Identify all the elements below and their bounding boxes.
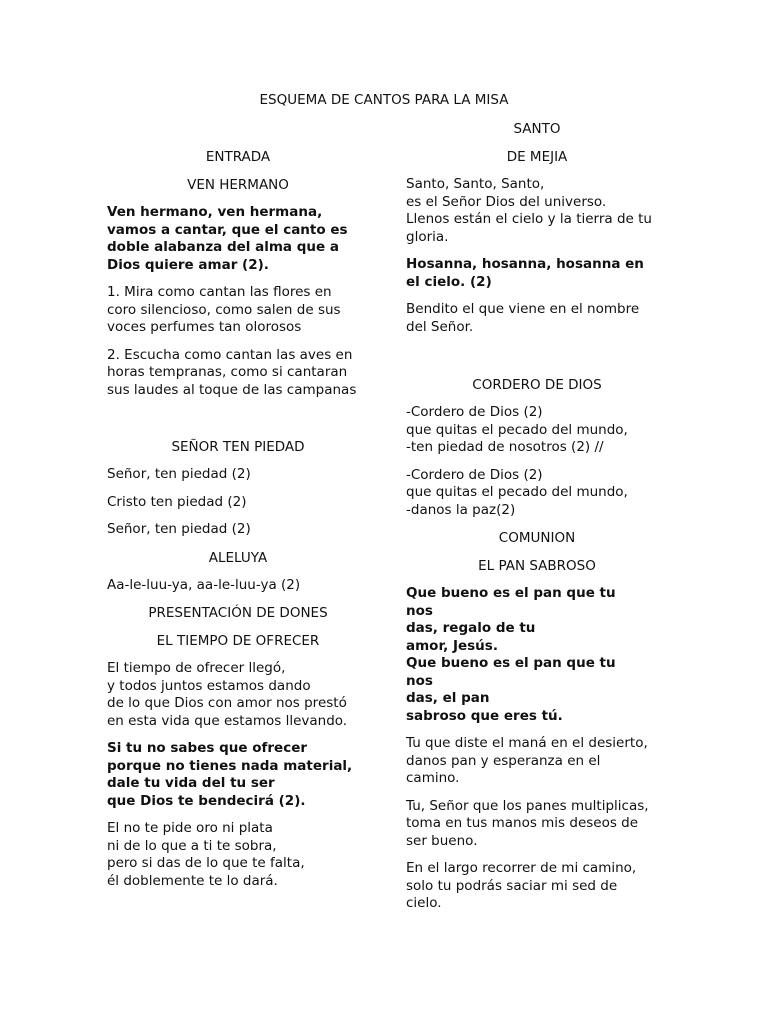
text-line: camino. [406, 770, 460, 786]
text-line: amor, Jesús. [406, 637, 498, 654]
santo-heading: SANTO [513, 121, 561, 137]
left-column [107, 148, 369, 900]
comunion-verse-3 [406, 860, 668, 913]
text-line: Que bueno es el pan que tu nos [406, 655, 616, 689]
text-line: sus laudes al toque de las campanas [107, 381, 357, 398]
text-line: Llenos están el cielo y la tierra de tu [406, 211, 652, 227]
text-line: 1. Mira como cantan las flores en [107, 284, 332, 300]
text-line: cielo. [406, 895, 442, 911]
document-title: ESQUEMA DE CANTOS PARA LA MISA [259, 92, 509, 108]
comunion-verse-1 [406, 735, 668, 788]
text-line: él doblemente te lo dará. [107, 872, 278, 889]
text-line: El no te pide oro ni plata [107, 820, 273, 836]
text-line: coro silencioso, como salen de sus [107, 301, 341, 318]
text-line: el cielo. (2) [406, 273, 492, 290]
kyrie-line-1: Señor, ten piedad (2) [107, 466, 251, 482]
text-line: En el largo recorrer de mi camino, [406, 860, 637, 876]
text-line: danos pan y esperanza en el [406, 752, 601, 769]
justified-line [406, 620, 642, 638]
text-line: Hosanna, hosanna, hosanna en [406, 256, 644, 272]
text-line: en esta vida que estamos llevando. [107, 712, 348, 729]
kyrie-line-3: Señor, ten piedad (2) [107, 521, 251, 537]
entrada-verse-1 [107, 284, 369, 337]
text-line: doble alabanza del alma que a [107, 239, 339, 255]
text-line: es el Señor Dios del universo. [406, 193, 607, 210]
presentacion-heading: PRESENTACIÓN DE DONES [148, 605, 328, 621]
right-column [406, 120, 668, 923]
text-line: horas tempranas, como si cantaran [107, 364, 348, 380]
text-line: gloria. [406, 228, 449, 245]
text-line: -ten piedad de nosotros (2) // [406, 439, 604, 455]
text-line: solo tu podrás saciar mi sed de [406, 877, 618, 894]
cordero-verse-1 [406, 404, 668, 457]
spacer [406, 346, 668, 376]
text-line: toma en tus manos mis deseos de [406, 815, 639, 831]
entrada-heading: ENTRADA [205, 149, 271, 165]
text-line: -danos la paz(2) [406, 501, 516, 518]
text-line: Tu, Señor que los panes multiplicas, [406, 797, 649, 814]
spacer [107, 409, 369, 438]
text-line: Santo, Santo, Santo, [406, 176, 545, 192]
aleluya-heading: ALELUYA [208, 549, 268, 566]
text-line: porque no tienes nada material, [107, 757, 353, 774]
santo-verse-1 [406, 176, 668, 246]
text-line: y todos juntos estamos dando [107, 677, 311, 694]
text-line: ni de lo que a ti te sobra, [107, 837, 277, 854]
presentacion-verse-1 [107, 660, 369, 730]
cordero-verse-2 [406, 467, 668, 520]
text-line: de lo que Dios con amor nos prestó [107, 695, 347, 711]
text-line: vamos a cantar, que el canto es [107, 221, 348, 238]
cordero-heading: CORDERO DE DIOS [472, 377, 602, 393]
text-line: -Cordero de Dios (2) [406, 404, 543, 420]
aleluya-line: Aa-le-luu-ya, aa-le-luu-ya (2) [107, 576, 301, 593]
senor-ten-piedad-heading: SEÑOR TEN PIEDAD [171, 439, 305, 455]
text-line: que quitas el pecado del mundo, [406, 421, 628, 438]
comunion-chorus [406, 585, 642, 725]
text-fragment: el pan [442, 690, 490, 706]
text-line: voces perfumes tan olorosos [107, 319, 302, 335]
comunion-heading: COMUNION [498, 530, 576, 546]
text-line: Bendito el que viene en el nombre [406, 301, 640, 317]
text-fragment: das, [406, 690, 438, 706]
entrada-chorus [107, 204, 369, 274]
comunion-song-title: EL PAN SABROSO [478, 558, 596, 574]
text-fragment: regalo de tu [442, 620, 536, 636]
text-line: Si tu no sabes que ofrecer [107, 740, 308, 756]
text-line: El tiempo de ofrecer llegó, [107, 660, 286, 676]
entrada-verse-2 [107, 347, 369, 400]
justified-line [406, 690, 642, 708]
text-line: que quitas el pecado del mundo, [406, 484, 628, 500]
text-line: sabroso que eres tú. [406, 707, 563, 724]
text-line: pero si das de lo que te falta, [107, 855, 305, 871]
santo-chorus [406, 256, 668, 291]
presentacion-chorus [107, 740, 369, 810]
santo-song-title: DE MEJIA [506, 149, 568, 165]
comunion-verse-2 [406, 798, 668, 851]
text-line: Tu que diste el maná en el desierto, [406, 735, 648, 751]
presentacion-verse-2 [107, 820, 369, 890]
santo-verse-2 [406, 301, 668, 336]
text-line: dale tu vida del tu ser [107, 775, 275, 791]
text-line: que Dios te bendecirá (2). [107, 792, 306, 809]
presentacion-song-title: EL TIEMPO DE OFRECER [156, 633, 320, 649]
text-line: ser bueno. [406, 832, 478, 849]
text-line: -Cordero de Dios (2) [406, 466, 543, 483]
text-line: Que bueno es el pan que tu nos [406, 585, 616, 619]
text-line: 2. Escucha como cantan las aves en [107, 346, 353, 363]
kyrie-line-2: Cristo ten piedad (2) [107, 493, 247, 510]
text-line: del Señor. [406, 318, 474, 335]
text-fragment: das, [406, 620, 438, 636]
text-line: Dios quiere amar (2). [107, 256, 269, 273]
entrada-song-title: VEN HERMANO [187, 177, 289, 193]
text-line: Ven hermano, ven hermana, [107, 204, 323, 220]
